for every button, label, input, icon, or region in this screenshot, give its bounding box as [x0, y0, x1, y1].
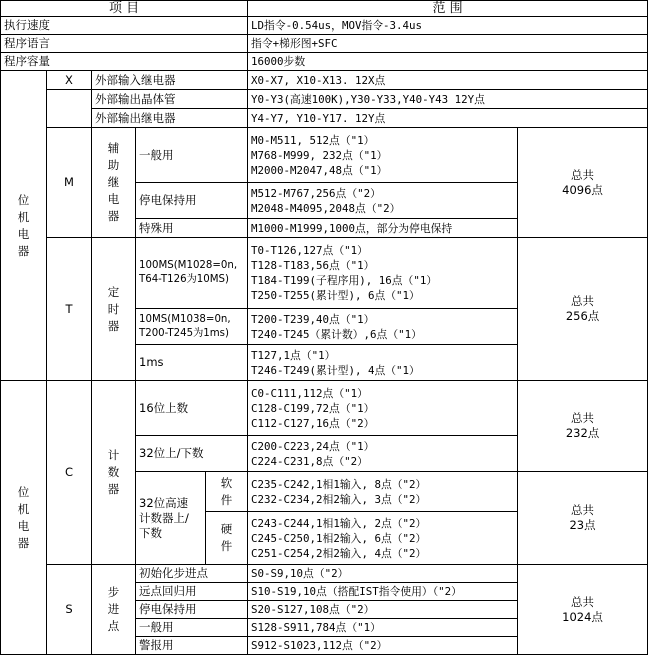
item-value: M512-M767,256点（"2） M2048-M4095,2048点（"2）	[248, 183, 518, 219]
item-name: 外部输出继电器	[92, 109, 248, 128]
group-label-bit-relay: 位 机 电 器	[1, 71, 47, 381]
item-value: S912-S1023,112点（"2）	[248, 637, 518, 655]
item-name: 外部输出晶体管	[92, 90, 248, 109]
item-name: 初始化步进点	[136, 565, 248, 583]
item-value: C235-C242,1相1输入, 8点（"2） C232-C234,2相2输入, 3点（"2）	[248, 472, 518, 512]
row-value: 指令+梯形图+SFC	[248, 35, 648, 53]
item-value: X0-X7, X10-X13. 12X点	[248, 71, 648, 90]
category-aux-relay: 辅 助 继 电 器	[92, 128, 136, 238]
item-value: C200-C223,24点（"1） C224-C231,8点（"2）	[248, 436, 518, 472]
row-label: 执行速度	[1, 17, 248, 35]
item-value: S128-S911,784点（"1）	[248, 619, 518, 637]
code-s: S	[47, 565, 92, 655]
code-t: T	[47, 238, 92, 381]
sub-software: 软 件	[206, 472, 248, 512]
item-value: S0-S9,10点（"2）	[248, 565, 518, 583]
item-name: 停电保持用	[136, 601, 248, 619]
header-item: 项 目	[1, 1, 248, 17]
item-name: 10MS(M1038=0n, T200-T245为1ms)	[136, 309, 248, 345]
item-value: S10-S19,10点（搭配IST指令使用）（"2）	[248, 583, 518, 601]
item-name: 停电保持用	[136, 183, 248, 219]
code-y	[47, 90, 92, 128]
code-x: X	[47, 71, 92, 90]
total-m: 总共 4096点	[518, 128, 648, 238]
item-value: T0-T126,127点（"1） T128-T183,56点（"1） T184-T199(子程序用), 16点（"1） T250-T255(累计型), 6点（"1）	[248, 238, 518, 309]
total-t: 总共 256点	[518, 238, 648, 381]
item-value: M0-M511, 512点（"1） M768-M999, 232点（"1） M2000-M2047,48点（"1）	[248, 128, 518, 183]
header-range: 范 围	[248, 1, 648, 17]
group-label-bit-relay-2: 位 机 电 器	[1, 381, 47, 655]
code-c: C	[47, 381, 92, 565]
item-name: 远点回归用	[136, 583, 248, 601]
item-name: 100MS(M1028=0n, T64-T126为10MS)	[136, 238, 248, 309]
item-name-highspeed: 32位高速 计数器上/ 下数	[136, 472, 206, 565]
item-value: T200-T239,40点（"1） T240-T245（累计数）,6点（"1）	[248, 309, 518, 345]
item-value: Y0-Y3(高速100K),Y30-Y33,Y40-Y43 12Y点	[248, 90, 648, 109]
item-name: 特殊用	[136, 219, 248, 238]
item-name: 16位上数	[136, 381, 248, 436]
code-m: M	[47, 128, 92, 238]
item-value: C0-C111,112点（"1） C128-C199,72点（"1） C112-C127,16点（"2）	[248, 381, 518, 436]
item-value: C243-C244,1相1输入, 2点（"2） C245-C250,1相2输入, 6点（"2） C251-C254,2相2输入, 4点（"2）	[248, 512, 518, 565]
item-value: M1000-M1999,1000点，部分为停电保持	[248, 219, 518, 238]
row-value: LD指令-0.54us，MOV指令-3.4us	[248, 17, 648, 35]
item-name: 一般用	[136, 619, 248, 637]
item-value: S20-S127,108点（"2）	[248, 601, 518, 619]
item-value: Y4-Y7, Y10-Y17. 12Y点	[248, 109, 648, 128]
sub-hardware: 硬 件	[206, 512, 248, 565]
category-timer: 定 时 器	[92, 238, 136, 381]
row-label: 程序语言	[1, 35, 248, 53]
row-label: 程序容量	[1, 53, 248, 71]
item-name: 一般用	[136, 128, 248, 183]
total-c32: 总共 23点	[518, 472, 648, 565]
item-value: T127,1点（"1） T246-T249(累计型), 4点（"1）	[248, 345, 518, 381]
item-name: 外部输入继电器	[92, 71, 248, 90]
row-value: 16000步数	[248, 53, 648, 71]
item-name: 32位上/下数	[136, 436, 248, 472]
category-step: 步 进 点	[92, 565, 136, 655]
total-c16: 总共 232点	[518, 381, 648, 472]
total-s: 总共 1024点	[518, 565, 648, 655]
category-counter: 计 数 器	[92, 381, 136, 565]
item-name: 警报用	[136, 637, 248, 655]
item-name: 1ms	[136, 345, 248, 381]
